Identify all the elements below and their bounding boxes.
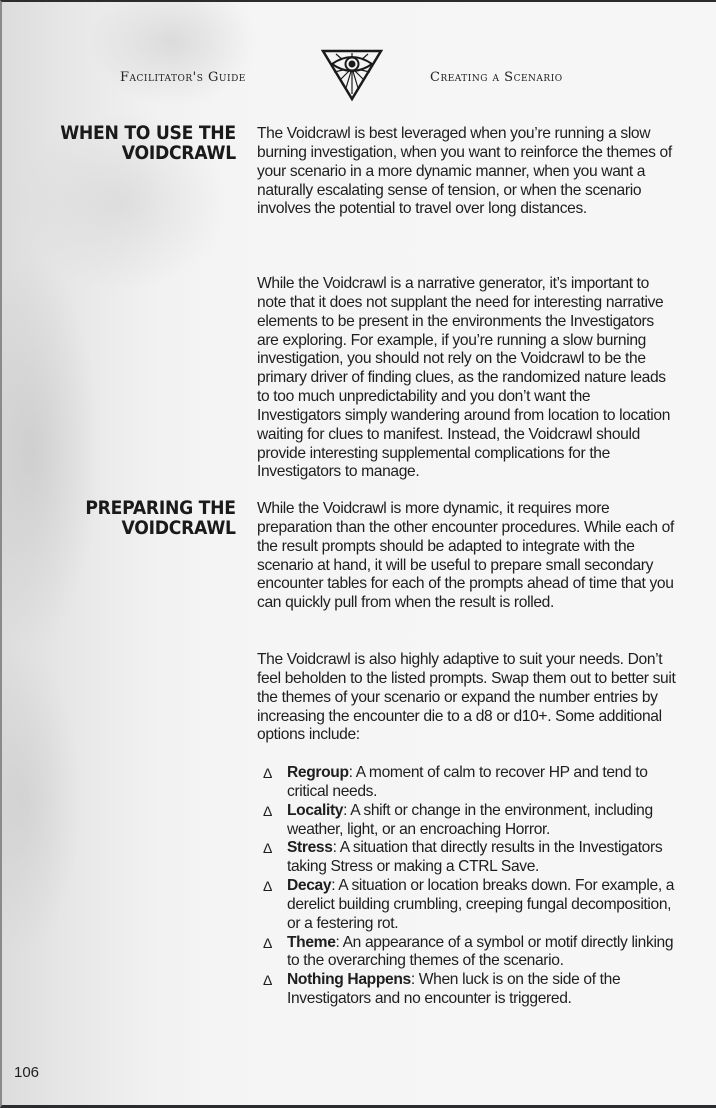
list-item — [257, 764, 677, 802]
option-description: : An appearance of a symbol or motif directly linking to the overarching themes of the scenario. — [287, 933, 674, 970]
delta-bullet-icon: Δ — [263, 840, 273, 857]
triangle-eye-icon — [320, 48, 384, 102]
paragraph-text: The Voidcrawl is also highly adaptive to suit your needs. Don’t feel beholden to the listed prompts. Swap them out to better suit the themes of your scenario or expand the number entries by increasing the encounter die to a d8 or d10+. Some additional options include: — [257, 651, 676, 744]
delta-bullet-icon: Δ — [263, 972, 273, 989]
list-item — [257, 971, 677, 1009]
paragraph-text: The Voidcrawl is best leveraged when you’re running a slow burning investigation, when you want to reinforce the themes of your scenario in a more dynamic manner, when you want a naturally escalating sense of tension, or when the scenario involves the potential to travel over long distances. — [257, 125, 672, 218]
delta-bullet-icon: Δ — [263, 765, 273, 781]
option-term: Decay — [287, 877, 332, 895]
delta-bullet-icon: Δ — [263, 934, 273, 951]
heading-line: PREPARING THE — [85, 498, 236, 519]
page-number: 106 — [14, 1064, 40, 1081]
heading-line: VOIDCRAWL — [121, 143, 236, 164]
running-head-left: Facilitator's Guide — [120, 70, 246, 85]
option-term: Theme — [287, 933, 336, 951]
option-description: : A situation that directly results in the Investigators taking Stress or making a CTRL Save. — [287, 839, 663, 876]
section-heading-preparing — [86, 499, 236, 539]
option-description: : When luck is on the side of the Investigators and no encounter is triggered. — [287, 971, 621, 1008]
option-description: : A moment of calm to recover HP and tend to critical needs. — [287, 764, 648, 800]
heading-line: WHEN TO USE THE — [60, 123, 236, 144]
list-item — [257, 877, 677, 934]
option-term: Locality — [287, 801, 344, 819]
paragraph — [257, 500, 677, 613]
paragraph — [257, 125, 677, 219]
paragraph — [257, 275, 677, 482]
delta-bullet-icon: Δ — [263, 802, 273, 819]
list-item — [257, 839, 677, 877]
option-term: Nothing Happens — [287, 971, 411, 989]
option-description: : A situation or location breaks down. For example, a derelict building crumbling, creeping fungal decomposition, or a festering rot. — [287, 877, 675, 932]
paragraph — [257, 651, 677, 745]
paragraph-text: While the Voidcrawl is more dynamic, it requires more preparation than the other encounter procedures. While each of the result prompts should be adapted to integrate with the scenario at hand, it will be useful to prepare small secondary encounter tables for each of the prompts ahead of time that you can quickly pull from when the result is rolled. — [257, 500, 674, 612]
option-term: Regroup — [287, 764, 349, 781]
options-list — [257, 764, 677, 1009]
list-item — [257, 934, 677, 972]
list-item — [257, 802, 677, 840]
option-term: Stress — [287, 839, 333, 857]
delta-bullet-icon: Δ — [263, 878, 273, 895]
heading-line: VOIDCRAWL — [121, 518, 236, 539]
option-description: : A shift or change in the environment, including weather, light, or an encroaching Horror. — [287, 801, 653, 838]
running-head-right: Creating a Scenario — [430, 70, 563, 85]
section-heading-when-to-use — [60, 124, 236, 164]
paragraph-text: While the Voidcrawl is a narrative generator, it’s important to note that it does not supplant the need for interesting narrative elements to be present in the environments the Investigators are exploring. For example, if you’re running a slow burning investigation, you should not rely on the Voidcrawl to be the primary driver of finding clues, as the randomized nature leads to too much unpredictability and you don’t want the Investigators simply wandering around from location to location waiting for clues to manifest. Instead, the Voidcrawl should provide interesting supplemental complications for the Investigators to manage. — [257, 275, 671, 481]
